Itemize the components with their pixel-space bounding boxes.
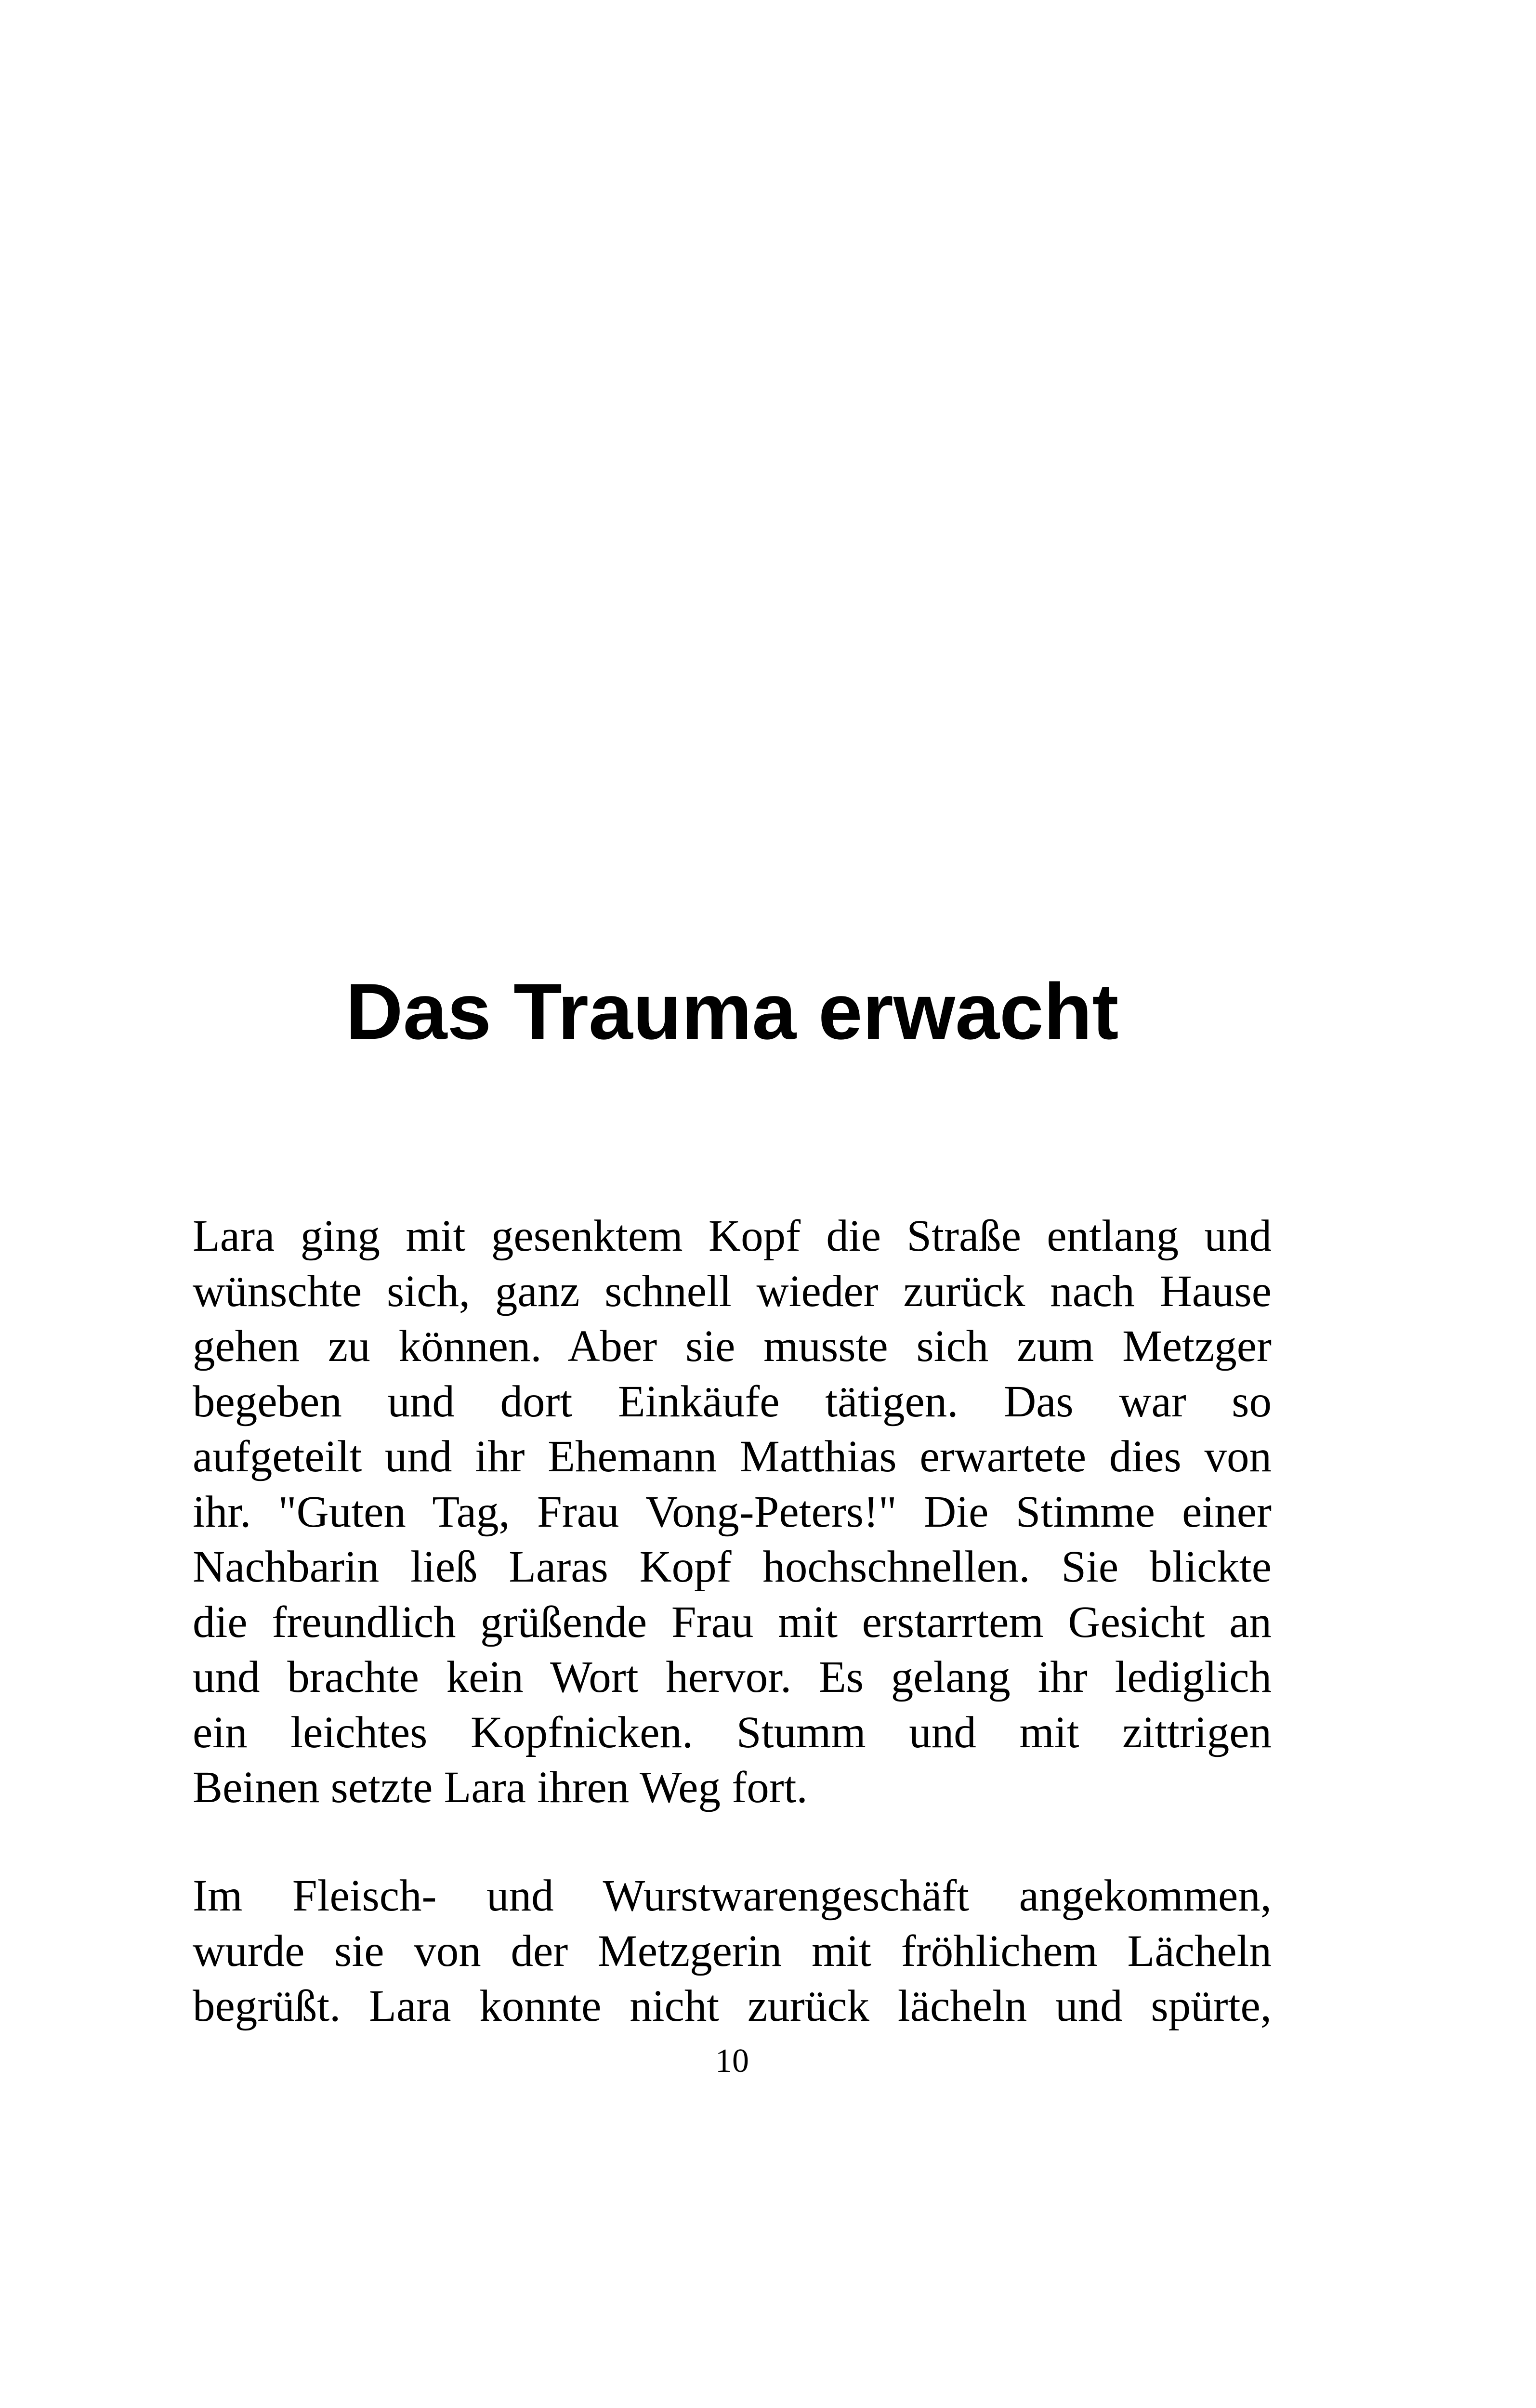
text-line: Nachbarin ließ Laras Kopf hochschnellen. Sie blickte bbox=[193, 1542, 1272, 1592]
text-line: aufgeteilt und ihr Ehemann Matthias erwartete dies von bbox=[193, 1432, 1272, 1481]
chapter-title: Das Trauma erwacht bbox=[345, 967, 1119, 1056]
text-line: ein leichtes Kopfnicken. Stumm und mit zittrigen bbox=[193, 1707, 1272, 1757]
text-line: ihr. "Guten Tag, Frau Vong-Peters!" Die Stimme einer bbox=[193, 1487, 1272, 1537]
text-line: wurde sie von der Metzgerin mit fröhlichem Lächeln bbox=[193, 1926, 1272, 1976]
paragraph bbox=[193, 1209, 1272, 1816]
page-number: 10 bbox=[715, 2042, 749, 2080]
text-line: begrüßt. Lara konnte nicht zurück lächeln und spürte, bbox=[193, 1981, 1272, 2031]
text-line: begeben und dort Einkäufe tätigen. Das war so bbox=[193, 1376, 1272, 1426]
text-line: die freundlich grüßende Frau mit erstarrtem Gesicht an bbox=[193, 1597, 1272, 1647]
text-line: Lara ging mit gesenktem Kopf die Straße entlang und bbox=[193, 1211, 1272, 1261]
text-line: Beinen setzte Lara ihren Weg fort. bbox=[193, 1763, 808, 1812]
paragraph bbox=[193, 1869, 1272, 2034]
text-line: wünschte sich, ganz schnell wieder zurück nach Hause bbox=[193, 1266, 1272, 1316]
text-line: Im Fleisch- und Wurstwarengeschäft angekommen, bbox=[193, 1871, 1272, 1921]
text-line: gehen zu können. Aber sie musste sich zum Metzger bbox=[193, 1322, 1272, 1371]
text-line: und brachte kein Wort hervor. Es gelang ihr lediglich bbox=[193, 1652, 1272, 1702]
